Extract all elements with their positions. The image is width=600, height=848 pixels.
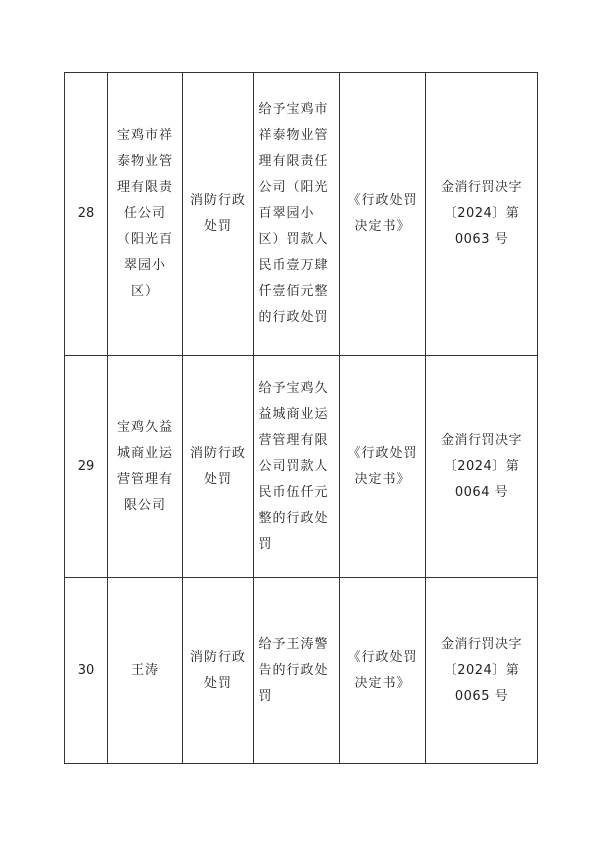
penalty-content-cell: [254, 73, 340, 356]
document-type-cell: [340, 356, 426, 578]
row-number: 30: [77, 662, 95, 678]
document-number-cell: [426, 356, 538, 578]
party-name-cell: [108, 356, 183, 578]
penalty-type-cell: [183, 73, 254, 356]
penalty-content-cell: [254, 578, 340, 764]
penalty-content: 给予宝鸡久 益城商业运 营管理有限 公司罚款人 民币伍仟元 整的行政处 罚: [258, 380, 329, 552]
document-type: 《行政处罚 决定书》: [347, 193, 418, 234]
row-number: 29: [77, 458, 95, 474]
party-name: 宝鸡市祥 泰物业管 理有限责 任公司 （阳光百 翠园小 区）: [116, 128, 173, 299]
row-number-cell: [65, 356, 108, 578]
penalty-type: 消防行政 处罚: [190, 445, 247, 487]
document-type-cell: [340, 73, 426, 356]
party-name: 宝鸡久益 城商业运 营管理有 限公司: [116, 419, 173, 513]
document-type-cell: [340, 578, 426, 764]
penalty-content: 给予王涛警 告的行政处 罚: [258, 636, 329, 704]
document-number: 金消行罚决字 〔2024〕第 0063 号: [440, 180, 522, 247]
penalty-table: [64, 72, 538, 764]
penalty-type: 消防行政 处罚: [190, 193, 247, 234]
table-row: [65, 356, 538, 578]
row-number: 28: [77, 206, 95, 221]
penalty-content: 给予宝鸡市 祥泰物业管 理有限责任 公司（阳光 百翠园小 区）罚款人 民币壹万肆 仟壹佰元整 的行政处罚: [258, 102, 329, 325]
party-name-cell: [108, 73, 183, 356]
row-number-cell: [65, 73, 108, 356]
document-number: 金消行罚决字 〔2024〕第 0065 号: [440, 636, 522, 704]
penalty-type: 消防行政 处罚: [190, 649, 247, 691]
document-type: 《行政处罚 决定书》: [347, 649, 418, 691]
penalty-type-cell: [183, 356, 254, 578]
party-name-cell: [108, 578, 183, 764]
penalty-type-cell: [183, 578, 254, 764]
document-number-cell: [426, 578, 538, 764]
party-name: 王涛: [130, 662, 159, 678]
penalty-content-cell: [254, 356, 340, 578]
document-number-cell: [426, 73, 538, 356]
document-number: 金消行罚决字 〔2024〕第 0064 号: [440, 432, 522, 500]
table-row: [65, 578, 538, 764]
document-type: 《行政处罚 决定书》: [347, 445, 418, 487]
row-number-cell: [65, 578, 108, 764]
table-row: [65, 73, 538, 356]
